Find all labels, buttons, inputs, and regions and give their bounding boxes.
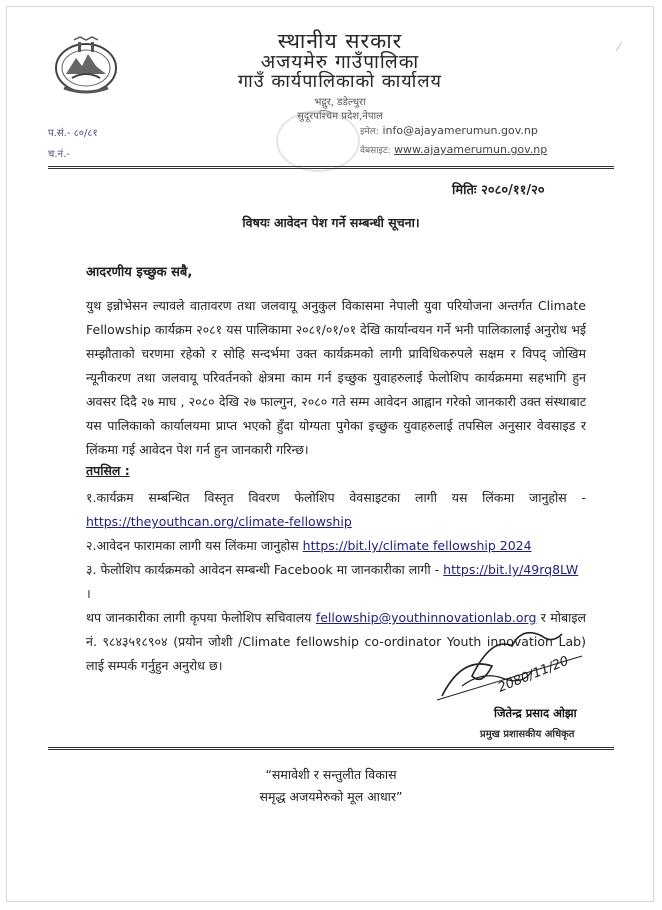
corner-mark-icon: ⁄: [618, 40, 621, 54]
email-address[interactable]: info@ajayamerumun.gov.np: [382, 124, 538, 137]
letter-subject: विषयः आवेदन पेश गर्ने सम्बन्धी सूचना।: [242, 215, 420, 230]
nepal-emblem-icon: [50, 34, 122, 96]
list-item: [86, 486, 586, 510]
letter-reference-number: प.सं.- ८०/८१: [48, 128, 98, 139]
list-item-text: २.आवेदन फारामका लागी यस लिंकमा जानुहोस: [86, 538, 303, 553]
contact-text-pre: थप जानकारीका लागी कृपया फेलोशिप सचिवालय: [86, 610, 316, 625]
office-stamp: [276, 110, 360, 172]
contact-text-post: र मोबाइल नं. ९८४३५१८९०४ (प्रयोन जोशी /Climate fellowship co-ordinator Youth innovation Lab) लाई सम्पर्क गर्नुहुन अनुरोध छ।: [86, 610, 586, 673]
salutation: आदरणीय इच्छुक सबै,: [86, 265, 193, 280]
footer-motto: [0, 764, 662, 808]
address-line-1: भद्गुर, डडेल्धुरा: [314, 97, 366, 108]
contact-email: [360, 124, 538, 137]
facebook-link[interactable]: https://bit.ly/49rq8LW: [443, 562, 579, 577]
header-divider: [48, 166, 614, 169]
footer-divider: [48, 747, 614, 750]
email-label: इमेल:: [360, 127, 379, 137]
header-line-1: स्थानीय सरकार: [277, 29, 403, 53]
list-item-text: १.कार्यक्रम सम्बन्धित विस्तृत विवरण फेलोशिप वेवसाइटका लागी यस लिंकमा जानुहोस -: [86, 490, 586, 505]
contact-website: [360, 143, 547, 156]
application-form-link[interactable]: https://bit.ly/climate fellowship 2024: [302, 538, 532, 553]
signature-date: 2080/11/20: [495, 653, 571, 696]
motto-line-1: “समावेशी र सन्तुलीत विकास: [265, 767, 397, 782]
notice-body: युथ इन्नोभेसन ल्यावले वातावरण तथा जलवायू अनुकुल विकासमा नेपाली युवा परियोजना अन्तर्गत Climate Fellowship कार्यक्रम २०८१ यस पालिकामा २०८१/०१/०१ देखि कार्यान्वयन गर्ने भनी पालिकालाई अनुरोध भई सम्झौताको चरणमा रहेको र सोहि सन्दर्भमा उक्त कार्यक्रमको लागी प्राविधिकरुपले सक्षम र विपद् जोखिम न्यूनीकरण तथा जलवायू परिवर्तनको क्षेत्रमा काम गर्न इच्छुक युवाहरुलाई फेलोशिप कार्यक्रममा सहभागि हुन अवसर दिदै २७ माघ , २०८० देखि २७ फाल्गुन, २०८० गते सम्म आवेदन आह्वान गरेको जानकारी उक्त संस्थाबाट यस पालिकाको कार्यालयमा प्राप्त भएको हुँदा योग्यता पुगेका इच्छुक युवाहरुलाई तपसिल अनुसार वेवसाइड र लिंकमा गई आवेदन पेश गर्न हुन जानकारी गरिन्छ।: [86, 298, 586, 457]
fellowship-website-link[interactable]: https://theyouthcan.org/climate-fellowship: [86, 514, 352, 529]
dispatch-number: च.नं.-: [48, 149, 70, 160]
letter-date: मितिः २०८०/११/२०: [452, 183, 545, 198]
motto-line-2: समृद्ध अजयमेरुको मूल आधार”: [259, 789, 403, 804]
signatory-title: प्रमुख प्रशासकीय अधिकृत: [480, 729, 575, 740]
website-label: वेबसाइट:: [360, 146, 391, 156]
list-item: [86, 558, 586, 606]
header-line-2: अजयमेरु गाउँपालिका: [260, 51, 420, 73]
signatory-name: जितेन्द्र प्रसाद ओझा: [494, 706, 577, 720]
header-line-3: गाउँ कार्यपालिकाको कार्यालय: [238, 71, 442, 92]
website-link[interactable]: www.ajayamerumun.gov.np: [394, 143, 548, 156]
letterhead: [150, 30, 530, 122]
fellowship-email-link[interactable]: fellowship@youthinnovationlab.org: [315, 610, 537, 625]
list-item-text: ३. फेलोशिप कार्यक्रमको आवेदन सम्बन्धी Facebook मा जानकारीका लागी -: [86, 562, 444, 577]
list-item: [86, 510, 586, 534]
signature-scribble: [432, 616, 592, 706]
address-line-2: सुदूरपश्चिम प्रदेश,नेपाल: [297, 111, 383, 122]
list-item: [86, 534, 586, 558]
list-item-end: ।: [86, 586, 91, 601]
details-heading: तपसिल :: [86, 463, 130, 478]
